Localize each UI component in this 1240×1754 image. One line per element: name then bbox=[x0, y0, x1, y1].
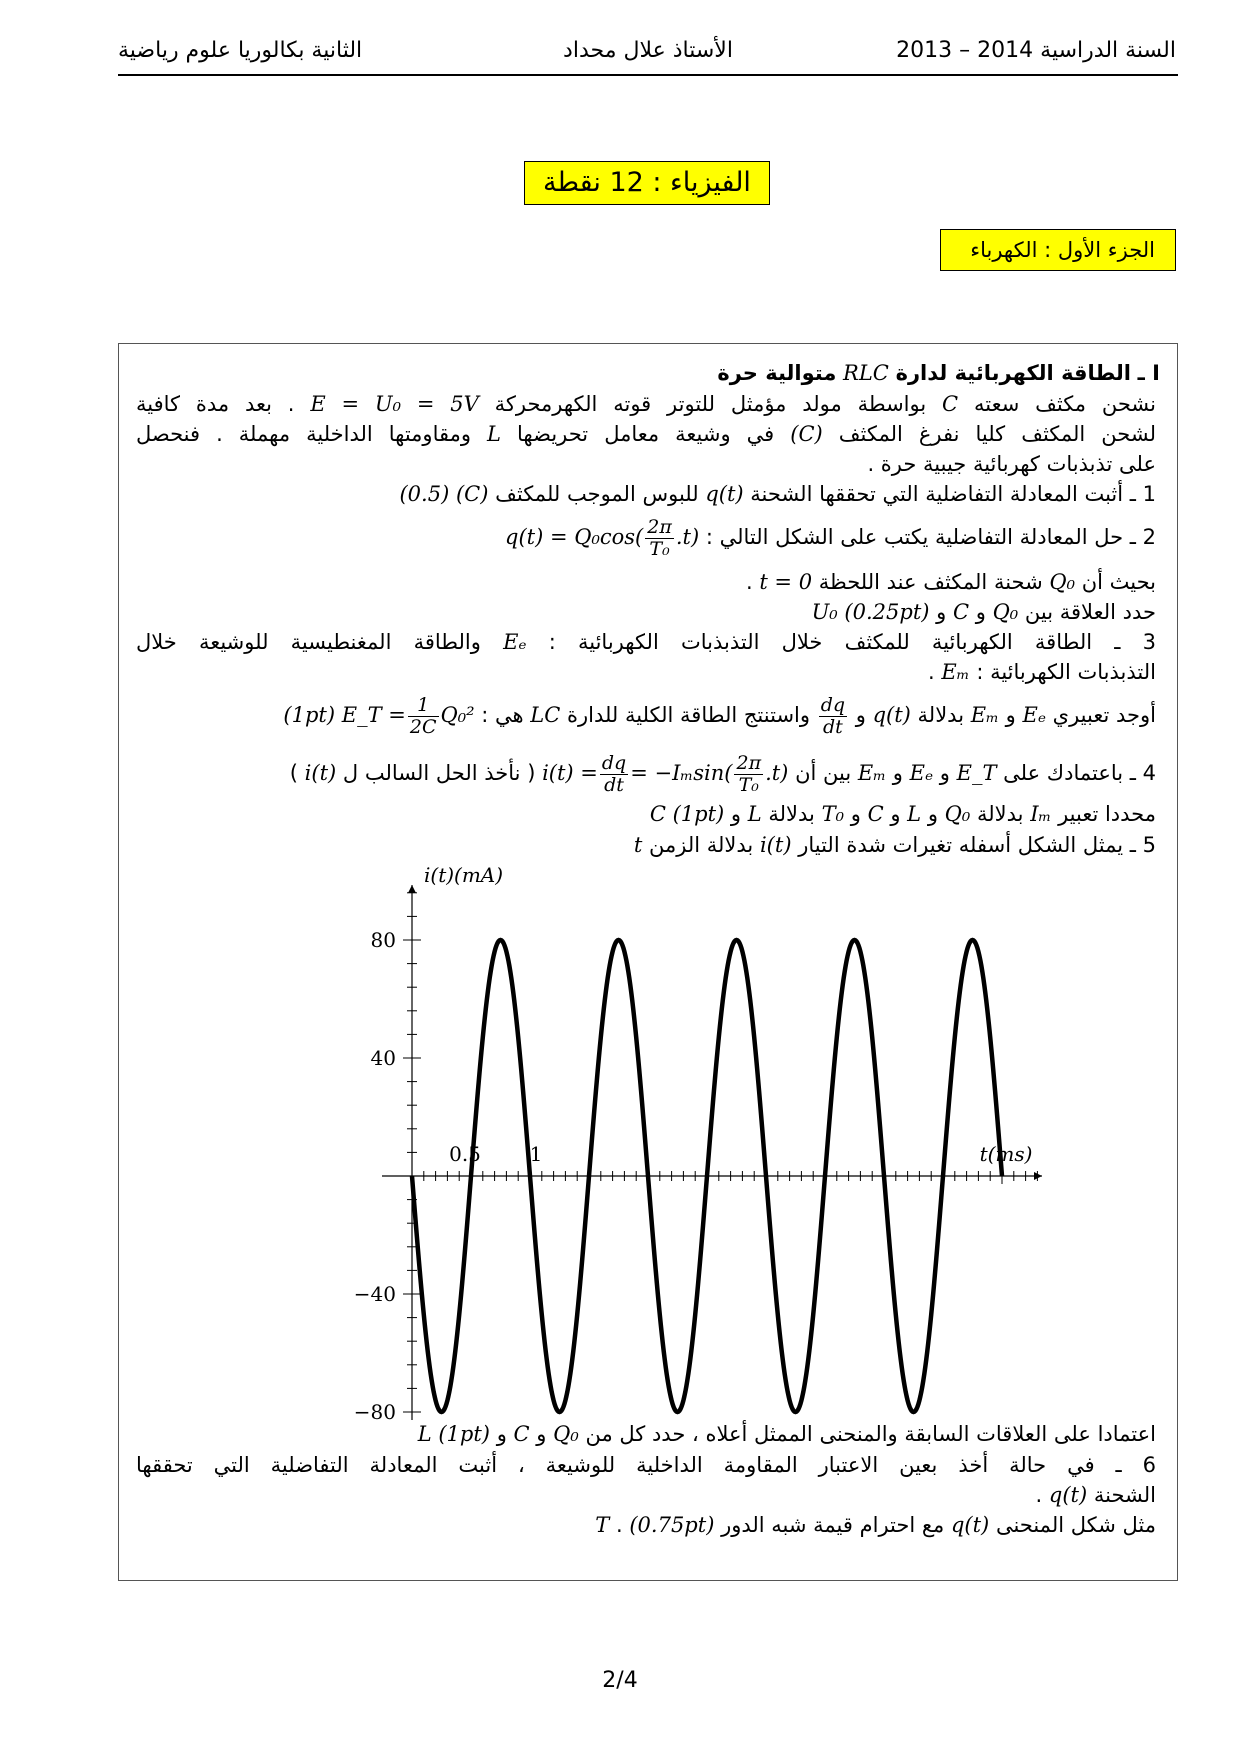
question-5: 5 ـ يمثل الشكل أسفله تغيرات شدة التيار i(t) بدلالة الزمن t bbox=[633, 833, 1156, 857]
question-3-b: التذبذبات الكهربائية : Eₘ . bbox=[928, 660, 1156, 684]
heading-text-a: الطاقة الكهربائية لدارة bbox=[895, 361, 1131, 385]
header-school-year: السنة الدراسية 2014 – 2013 bbox=[896, 38, 1176, 63]
header-level: الثانية بكالوريا علوم رياضية bbox=[118, 38, 363, 63]
question-4: 4 ـ باعتمادك على E_T و Eₑ و Eₘ بين أن i(t) = $\frac{dq}{dt}$ = −Iₘsin( $\frac{2\pi}{\text{T₀}}$ .t) ( نأخذ الحل السالب ل i(t) ) bbox=[289, 751, 1156, 796]
question-5-b: اعتمادا على العلاقات السابقة والمنحنى الممثل أعلاه ، حدد كل من Q₀ و C و L (1pt) bbox=[417, 1422, 1156, 1446]
question-1: 1 ـ أثبت المعادلة التفاضلية التي تحققها الشحنة q(t) للبوس الموجب للمكثف (C) (0.5) bbox=[399, 482, 1156, 506]
question-6-b: الشحنة q(t) . bbox=[1035, 1483, 1156, 1507]
intro-line-3: على تذبذبات كهربائية جيبية حرة . bbox=[867, 452, 1156, 476]
x-tick-label: 0.5 bbox=[449, 1142, 481, 1166]
y-tick-label: 80 bbox=[370, 928, 396, 952]
question-6-c: مثل شكل المنحنى q(t) مع احترام قيمة شبه الدور T . (0.75pt) bbox=[595, 1513, 1156, 1537]
section-title: الفيزياء : 12 نقطة bbox=[543, 167, 751, 198]
intro-line-1: نشحن مكثف سعته C بواسطة مولد مؤمثل للتوتر قوته الكهرمحركة E = U₀ = 5V . بعد مدة كافية bbox=[136, 392, 1156, 416]
question-3: 3 ـ الطاقة الكهربائية للمكثف خلال التذبذبات الكهربائية : Eₑ والطاقة المغنطيسية للوشيعة خلال bbox=[136, 630, 1156, 654]
y-tick-label: −40 bbox=[353, 1282, 396, 1306]
y-axis-arrow bbox=[408, 885, 416, 893]
x-axis-arrow bbox=[1034, 1172, 1042, 1180]
question-3-c: أوجد تعبيري Eₑ و Eₘ بدلالة q(t) و $\frac{dq}{dt}$ واستنتج الطاقة الكلية للدارة LC هي : E_T = $\frac{1}{2C}$ Q₀² (1pt) bbox=[283, 693, 1156, 738]
heading-math: RLC bbox=[843, 361, 889, 385]
header-teacher: الأستاذ علال محداد bbox=[563, 38, 733, 63]
question-2-b: بحيث أن Q₀ شحنة المكثف عند اللحظة t = 0 . bbox=[745, 570, 1156, 594]
x-tick-label: 1 bbox=[529, 1142, 543, 1166]
page-number: 2/4 bbox=[602, 1668, 638, 1693]
y-tick-label: 40 bbox=[370, 1046, 396, 1070]
intro-line-2: لشحن المكثف كليا نفرغ المكثف (C) في وشيعة معامل تحريضها L ومقاومتها الداخلية مهملة . فنحصل bbox=[136, 422, 1156, 446]
part-title: الجزء الأول : الكهرباء bbox=[970, 238, 1155, 262]
y-tick-label: −80 bbox=[353, 1400, 396, 1424]
question-4-b: محددا تعبير Iₘ بدلالة Q₀ و L و C و T₀ بدلالة L و C (1pt) bbox=[649, 802, 1156, 826]
y-axis-label: i(t)(mA) bbox=[424, 863, 504, 887]
question-2-c: حدد العلاقة بين Q₀ و C و U₀ (0.25pt) bbox=[811, 600, 1156, 624]
heading-number: I ـ bbox=[1137, 361, 1160, 385]
question-6: 6 ـ في حالة أخذ بعين الاعتبار المقاومة الداخلية للوشيعة ، أثبت المعادلة التفاضلية التي تحققها bbox=[136, 1453, 1156, 1477]
question-2: 2 ـ حل المعادلة التفاضلية يكتب على الشكل التالي : q(t) = Q₀cos( $\frac{2\pi}{\text{T₀}}$ .t) bbox=[505, 515, 1156, 560]
x-axis-label: t(ms) bbox=[979, 1142, 1033, 1166]
heading-text-b: متوالية حرة bbox=[717, 361, 837, 385]
